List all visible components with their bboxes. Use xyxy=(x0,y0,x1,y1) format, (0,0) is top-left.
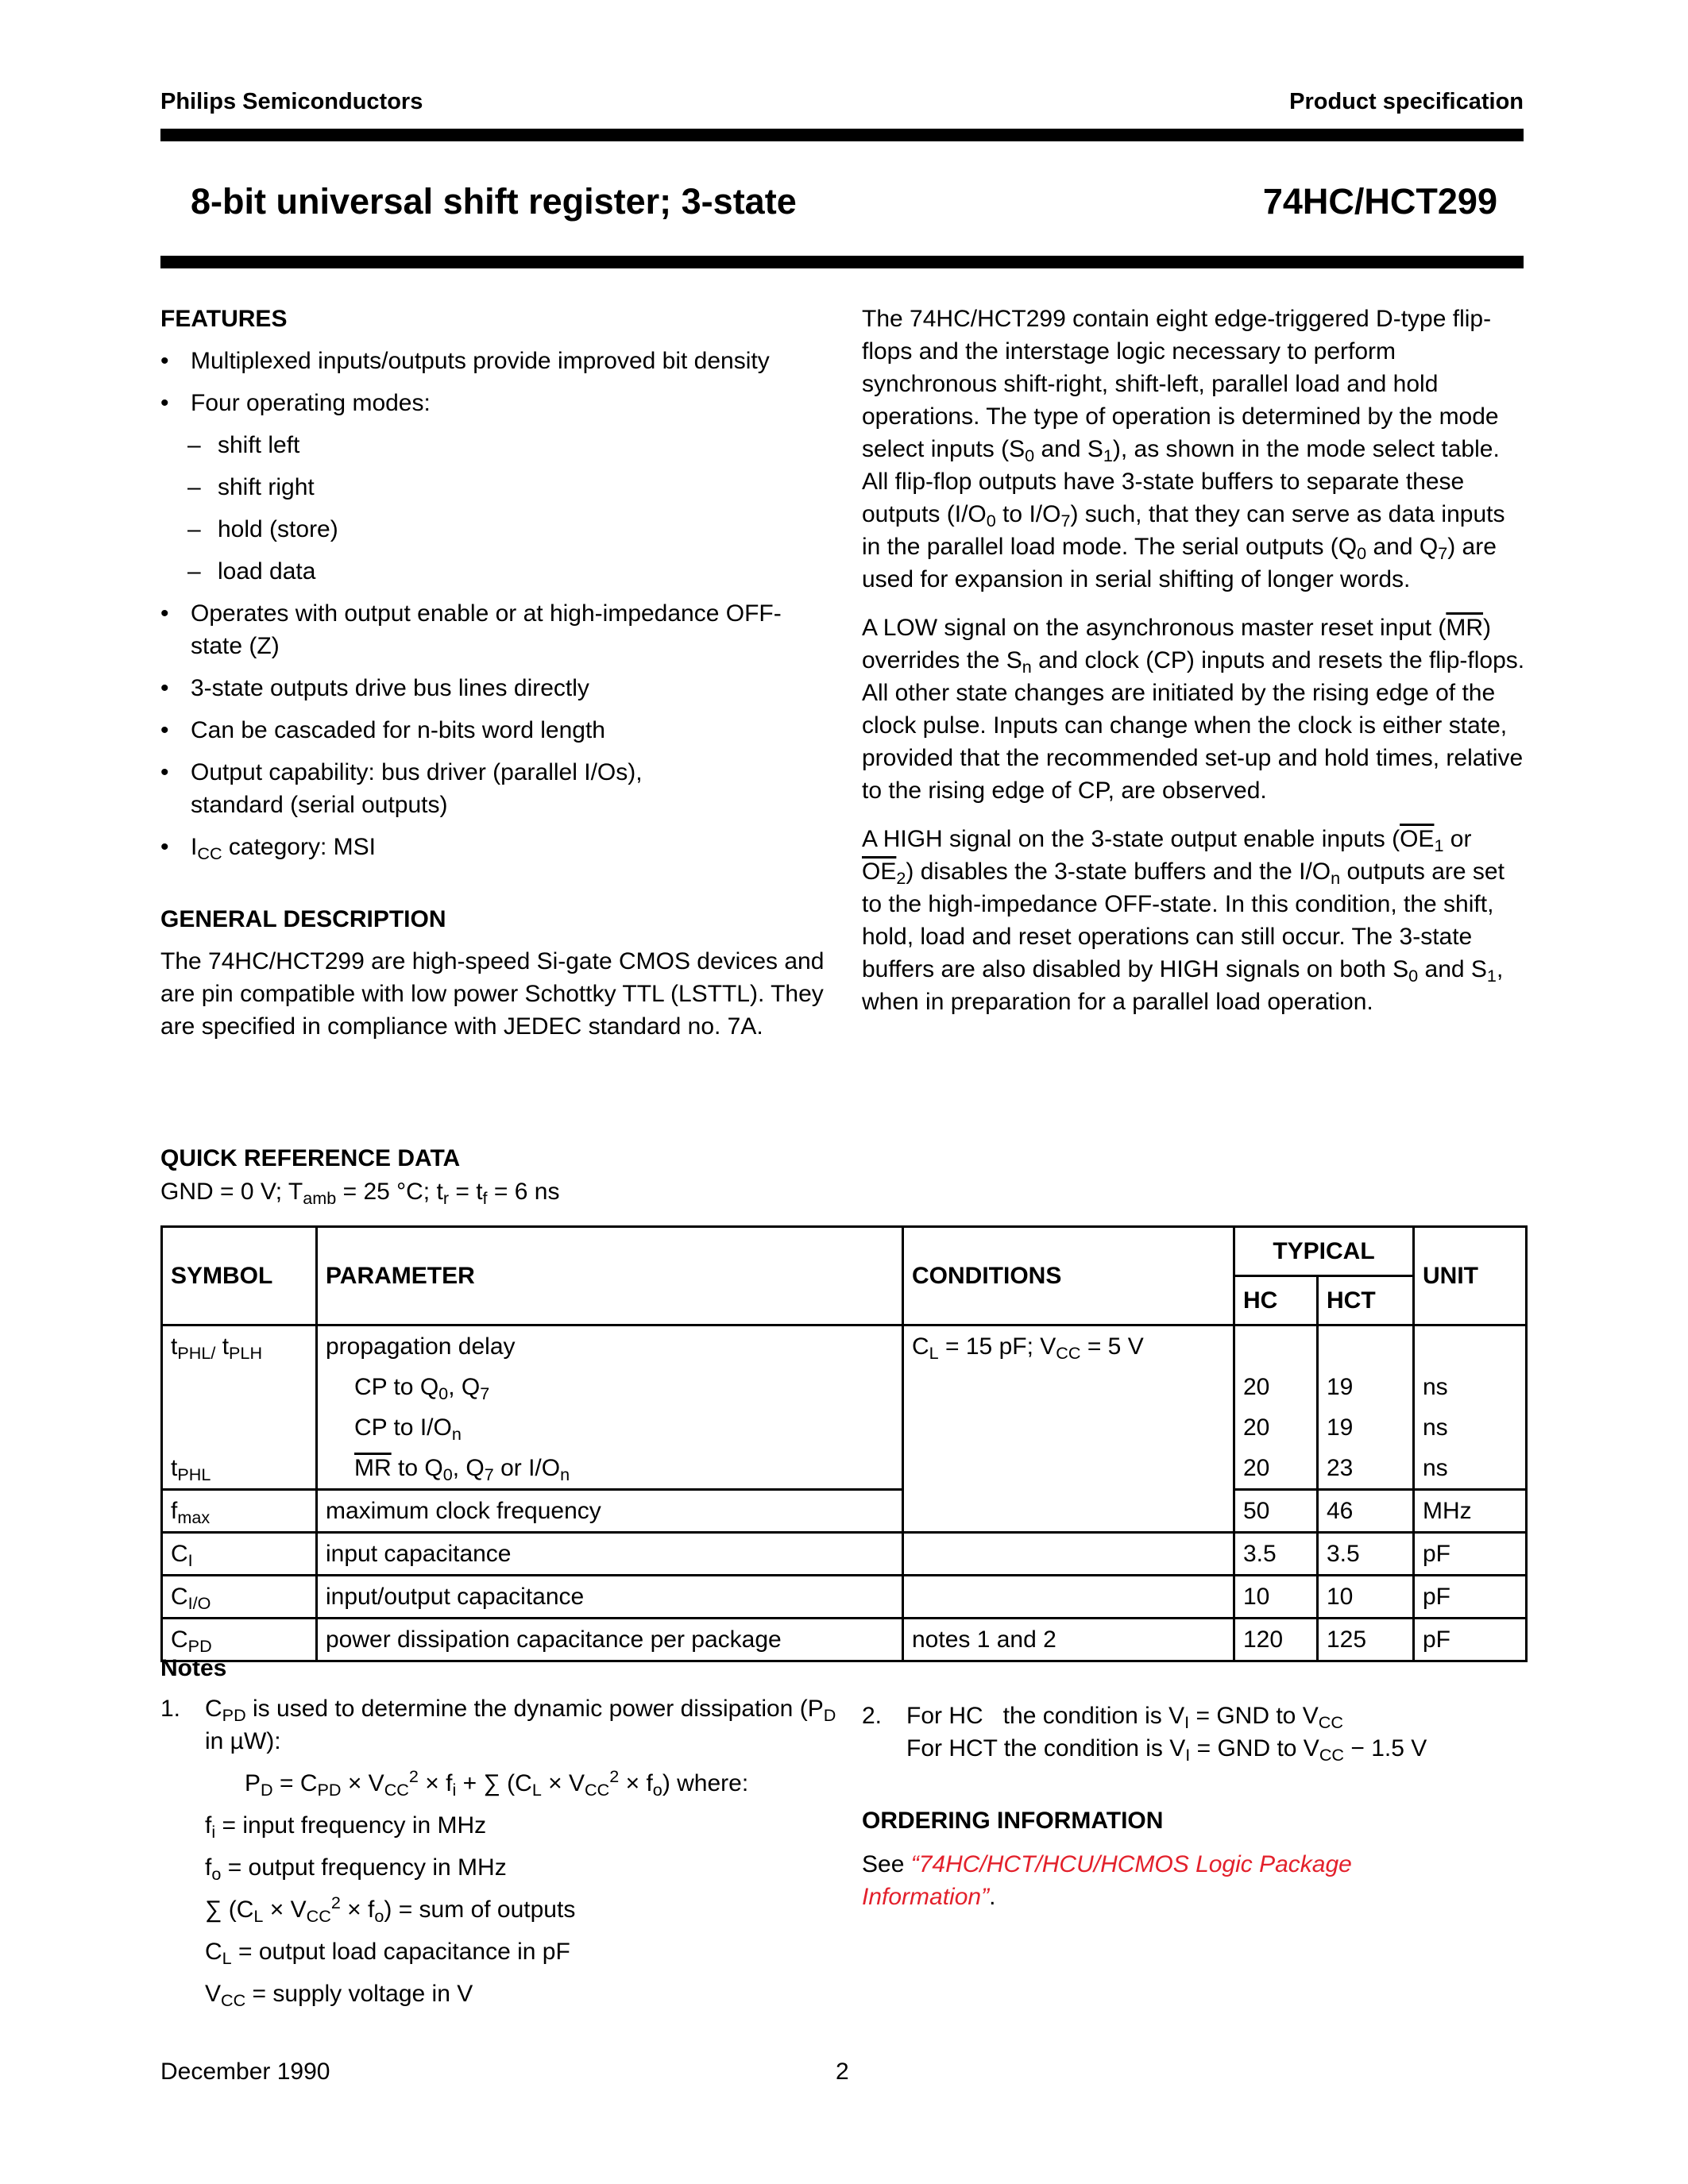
col-typical: TYPICAL xyxy=(1234,1227,1414,1276)
col-hct: HCT xyxy=(1318,1276,1414,1325)
def-fo: $f_o$ = output frequency in MHz xyxy=(205,1854,507,1885)
table-row: $C_{I/O}$ input/output capacitance 10 10 pF xyxy=(162,1576,1527,1619)
col-parameter: PARAMETER xyxy=(317,1227,903,1325)
feature-item: • Multiplexed inputs/outputs provide improved bit density xyxy=(160,345,828,377)
description-paragraph-4: A HIGH signal on the 3-state output enable inputs ($\overline{OE}_1$ or $\overline{OE}_2$) disables the 3-state buffers and the $I/O_n$ outputs are set to the high-impedance OFF-state. In this condition, the shift, hold, load and reset operations can still occur. The 3-state buffers are also disabled by HIGH signals on both $S_0$ and $S_1$, when in preparation for a parallel load operation. xyxy=(862,826,1505,1015)
mode-item: – hold (store) xyxy=(160,513,828,546)
left-column xyxy=(160,303,828,1043)
page-number: 2 xyxy=(836,2059,849,2085)
quick-reference-conditions: GND = 0 V; $T_{amb} = 25$ °C; $t_r = t_f = 6$ ns xyxy=(160,1179,560,1209)
mode-item: – shift left xyxy=(160,429,828,461)
def-vcc: $V_{CC}$ = supply voltage in V xyxy=(205,1981,473,2011)
general-description-heading: GENERAL DESCRIPTION xyxy=(160,906,446,932)
feature-item: • Operates with output enable or at high-impedance OFF-state (Z) xyxy=(160,597,810,662)
table-row: $f_{max}$ maximum clock frequency 50 46 MHz xyxy=(162,1490,1527,1533)
notes-heading: Notes xyxy=(160,1655,227,1681)
table-row: $C_I$ input capacitance 3.5 3.5 pF xyxy=(162,1533,1527,1576)
part-number: 74HC/HCT299 xyxy=(1262,181,1497,222)
quick-reference-heading: QUICK REFERENCE DATA xyxy=(160,1145,461,1171)
header-rule-top xyxy=(160,129,1524,141)
def-sum: ∑ $(C_L \times V_{CC}^2 \times f_o)$ = sum of outputs xyxy=(205,1893,576,1927)
mode-item: – load data xyxy=(160,555,828,588)
table-row: $C_{PD}$ power dissipation capacitance per package notes 1 and 2 120 125 pF xyxy=(162,1619,1527,1661)
def-fi: $f_i$ = input frequency in MHz xyxy=(205,1812,487,1843)
feature-item: • Four operating modes: xyxy=(160,387,828,419)
col-hc: HC xyxy=(1234,1276,1318,1325)
package-info-link[interactable]: “74HC/HCT/HCU/HCMOS Logic Package Information” xyxy=(862,1851,1352,1910)
general-description-text: The 74HC/HCT299 are high-speed Si-gate CMOS devices and are pin compatible with low power Schottky TTL (LSTTL). They are specified in compliance with JEDEC standard no. 7A. xyxy=(160,948,825,1040)
header-rule-bottom xyxy=(160,256,1524,268)
ordering-heading: ORDERING INFORMATION xyxy=(862,1808,1164,1834)
notes-right xyxy=(862,1700,1529,1913)
col-unit: UNIT xyxy=(1414,1227,1527,1325)
def-cl: $C_L$ = output load capacitance in pF xyxy=(205,1939,570,1969)
notes-left xyxy=(160,1652,844,2010)
note-1: 1. $C_{PD}$ is used to determine the dynamic power dissipation ($P_D$ in µW): $P_D = C_{PD} \times V_{CC}^2 \times f_i$ + ∑ $(C_L \times V_{CC}^2 \times f_o)$ where: $f_i$ = input frequency in MHz $f_o$ = output frequency in MHz ∑ $(C_L \times V_{CC}^2 \times f_o)$ = sum of outputs $C_L$ = output load capacitance in pF $V_{CC}$ = supply voltage in V xyxy=(160,1692,844,2010)
description-paragraph-3: A LOW signal on the asynchronous master reset input $(\overline{MR})$ overrides the $S_n$ and clock (CP) inputs and resets the flip-flops. All other state changes are initiated by the rising edge of the clock pulse. Inputs can change when the clock is either state, provided that the recommended set-up and hold times, relative to the rising edge of CP, are observed. xyxy=(862,615,1525,804)
description-paragraph-2: All flip-flop outputs have 3-state buffers to separate these outputs ($I/O_0$ to $I/O_7$) such, that they can serve as data inputs in the parallel load mode. The serial outputs ($Q_0$ and $Q_7$) are used for expansion in serial shifting of longer words. xyxy=(862,469,1505,592)
col-symbol: SYMBOL xyxy=(162,1227,317,1325)
feature-item: • Can be cascaded for n-bits word length xyxy=(160,714,828,747)
mode-item: – shift right xyxy=(160,471,828,504)
feature-item-icc: • $I_{CC}$ category: MSI xyxy=(160,831,828,863)
features-heading: FEATURES xyxy=(160,306,288,332)
footer-date: December 1990 xyxy=(160,2059,330,2085)
ordering-text: See “74HC/HCT/HCU/HCMOS Logic Package Information”. xyxy=(862,1851,1352,1910)
col-conditions: CONDITIONS xyxy=(903,1227,1234,1325)
feature-item: • Output capability: bus driver (parallel I/Os), standard (serial outputs) xyxy=(160,756,731,821)
company-name: Philips Semiconductors xyxy=(160,89,423,114)
page-title: 8-bit universal shift register; 3-state xyxy=(191,181,797,222)
feature-item: • 3-state outputs drive bus lines directly xyxy=(160,672,828,704)
quick-reference-table xyxy=(160,1225,1528,1662)
conditions-cell: $C_L = 15$ pF; $V_{CC} = 5$ V xyxy=(903,1325,1234,1533)
document-type: Product specification xyxy=(1289,89,1524,114)
description-paragraph-1: The 74HC/HCT299 contain eight edge-triggered D-type flip-flops and the interstage logic necessary to perform synchronous shift-right, shift-left, parallel load and hold operations. The type of operation is determined by the mode select inputs ($S_0$ and $S_1$), as shown in the mode select table. xyxy=(862,306,1500,466)
note-2: 2. For HC the condition is $V_I$ = GND to $V_{CC}$ For HCT the condition is $V_I$ = GND to $V_{CC} - 1.5$ V xyxy=(862,1703,1427,1765)
power-formula: $P_D = C_{PD} \times V_{CC}^2 \times f_i$ + ∑ $(C_L \times V_{CC}^2 \times f_o)$ where: xyxy=(245,1766,749,1800)
right-column xyxy=(862,303,1529,1018)
table-row: $t_{PHL/}$ $t_{PLH}$ $t_{PHL}$ propagation delay CP to $Q_0$, $Q_7$ CP to $I/O_n$ $\overline{MR}$ to $Q_0$, $Q_7$ or $I/O_n$ $C_L = 15$ pF; $V_{CC} = 5$ V 20 20 20 19 19 23 ns ns ns xyxy=(162,1325,1527,1490)
